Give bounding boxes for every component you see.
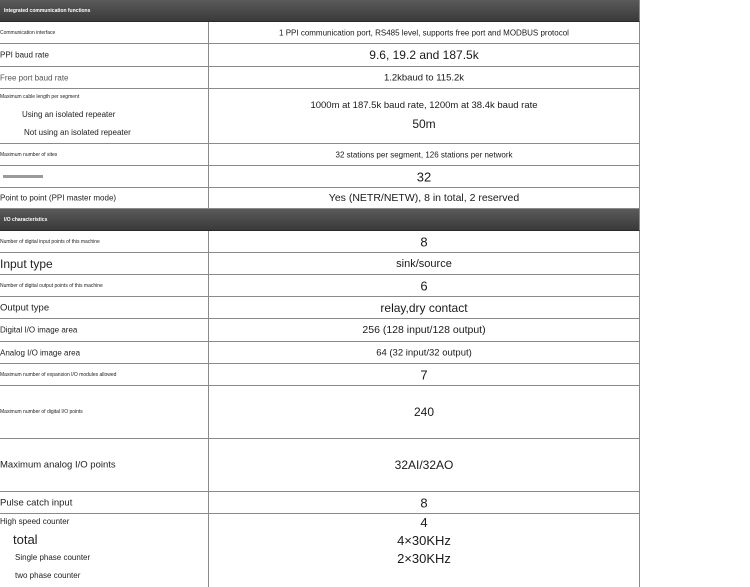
row-expansion-modules	[0, 364, 640, 386]
row-value: 1000m at 187.5k baud rate, 1200m at 38.4k baud rate	[310, 100, 538, 111]
row-label: Pulse catch input	[0, 497, 73, 508]
row-sub-label: two phase counter	[15, 571, 81, 580]
row-value-cell	[209, 166, 639, 187]
row-value-cell	[209, 439, 639, 491]
row-label: PPI baud rate	[0, 50, 49, 60]
row-sub-label: total	[13, 532, 38, 547]
row-label-cell	[0, 166, 209, 187]
row-label-cell	[0, 231, 209, 252]
row-value: 64 (32 input/32 output)	[376, 347, 472, 358]
row-value-cell	[209, 319, 639, 341]
row-value: 32AI/32AO	[394, 458, 454, 472]
row-value: 256 (128 input/128 output)	[362, 324, 486, 336]
row-value-cell	[209, 253, 639, 274]
row-label: Maximum number of digital I/O points	[0, 409, 83, 415]
row-communication-interface	[0, 22, 640, 44]
row-value-cell	[209, 67, 639, 88]
row-cable-length	[0, 89, 640, 144]
row-digital-io-image	[0, 319, 640, 342]
row-point-to-point	[0, 188, 640, 209]
row-label: Input type	[0, 256, 53, 271]
row-value-cell	[209, 275, 639, 296]
row-digital-input-points	[0, 231, 640, 253]
row-label: Free port baud rate	[0, 73, 69, 82]
row-label-cell	[0, 253, 209, 274]
row-value-cell	[209, 188, 639, 208]
row-value-cell	[209, 22, 639, 43]
row-high-speed-counter	[0, 514, 640, 587]
section-header-io	[0, 209, 640, 231]
row-value: 32	[416, 169, 432, 184]
row-label-cell	[0, 492, 209, 513]
row-value: relay,dry contact	[380, 300, 468, 315]
row-value-cell	[209, 492, 639, 513]
row-value: 6	[420, 278, 428, 293]
row-value: 32 stations per segment, 126 stations per network	[335, 150, 513, 159]
row-value: Yes (NETR/NETW), 8 in total, 2 reserved	[328, 192, 520, 204]
row-label: Maximum analog I/O points	[0, 459, 116, 471]
row-label-cell	[0, 44, 209, 66]
row-max-sites	[0, 144, 640, 166]
row-value: 1 PPI communication port, RS485 level, supports free port and MODBUS protocol	[279, 28, 569, 37]
row-label: Output type	[0, 302, 50, 313]
row-label: Maximum number of sites	[0, 151, 58, 158]
row-sub-label: Single phase counter	[15, 553, 91, 562]
row-value-cell	[209, 514, 639, 587]
row-pulse-catch	[0, 492, 640, 514]
row-value: 50m	[412, 117, 436, 131]
smudge-mark	[3, 175, 43, 178]
row-label-cell	[0, 89, 209, 143]
row-max-masters	[0, 166, 640, 188]
row-label: Number of digital output points of this machine	[0, 282, 103, 289]
row-free-port-baud-rate	[0, 67, 640, 89]
row-digital-output-points	[0, 275, 640, 297]
row-value: 240	[413, 405, 435, 419]
row-label: Number of digital input points of this machine	[0, 238, 100, 245]
row-value-cell	[209, 364, 639, 385]
row-label-cell	[0, 342, 209, 363]
row-value-cell	[209, 297, 639, 318]
row-input-type	[0, 253, 640, 275]
row-value: 2×30KHz	[397, 551, 451, 566]
row-label-cell	[0, 319, 209, 341]
row-label-cell	[0, 144, 209, 165]
row-value: 4	[420, 515, 428, 530]
row-label: Digital I/O image area	[0, 325, 78, 335]
row-value: 8	[420, 234, 428, 249]
row-label-cell	[0, 297, 209, 318]
section-title: I/O characteristics	[4, 216, 48, 223]
row-value: 8	[420, 495, 428, 510]
row-value-cell	[209, 386, 639, 438]
row-label: Maximum number of expansion I/O modules allowed	[0, 371, 117, 378]
row-label-cell	[0, 364, 209, 385]
section-header-communication	[0, 0, 640, 22]
row-label: Communication interface	[0, 29, 56, 36]
row-value-cell	[209, 144, 639, 165]
row-label-cell	[0, 67, 209, 88]
row-label: Point to point (PPI master mode)	[0, 193, 117, 203]
row-value-cell	[209, 89, 639, 143]
row-label-cell	[0, 22, 209, 43]
row-label: High speed counter	[0, 517, 70, 526]
row-value: 9.6, 19.2 and 187.5k	[369, 48, 479, 62]
row-value-cell	[209, 342, 639, 363]
row-max-analog-io	[0, 439, 640, 492]
row-value: sink/source	[396, 257, 452, 270]
row-max-digital-io	[0, 386, 640, 439]
row-output-type	[0, 297, 640, 319]
row-ppi-baud-rate	[0, 44, 640, 67]
row-value: 4×30KHz	[397, 533, 451, 548]
row-label-cell	[0, 439, 209, 491]
row-label-cell	[0, 275, 209, 296]
row-label: Analog I/O image area	[0, 348, 81, 357]
row-sub-label: Using an isolated repeater	[22, 110, 116, 119]
row-analog-io-image	[0, 342, 640, 364]
smudged-label	[3, 168, 43, 186]
row-value: 1.2kbaud to 115.2k	[383, 72, 465, 83]
row-value-cell	[209, 44, 639, 66]
section-title: Integrated communication functions	[4, 7, 91, 14]
row-label-cell	[0, 386, 209, 438]
row-value-cell	[209, 231, 639, 252]
row-label-cell	[0, 514, 209, 587]
row-label: Maximum cable length per segment	[0, 94, 80, 100]
row-value: 7	[420, 367, 428, 382]
row-sub-label: Not using an isolated repeater	[24, 128, 131, 137]
row-label-cell	[0, 188, 209, 208]
